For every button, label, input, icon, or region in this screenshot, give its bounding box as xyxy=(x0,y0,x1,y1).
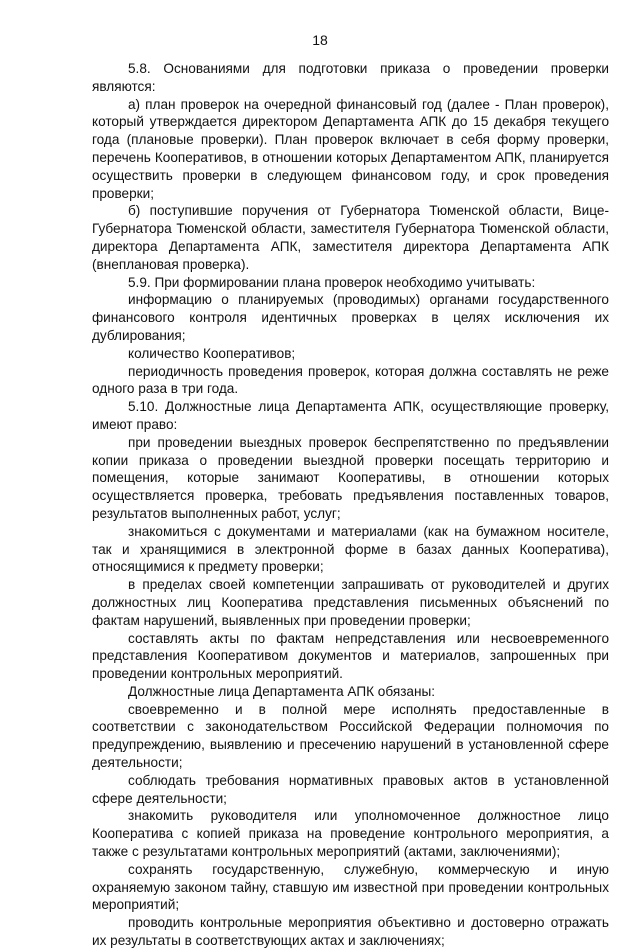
paragraph-5-9-item-1: информацию о планируемых (проводимых) органами государственного финансового контроля идентичных проверках в целях исключения их дублирования; xyxy=(92,292,609,343)
paragraph-5-10: 5.10. Должностные лица Департамента АПК, осуществляющие проверку, имеют право: xyxy=(92,399,609,432)
paragraph-5-10-right-1: при проведении выездных проверок беспрепятственно по предъявлении копии приказа о проведении выездной проверки посещать территорию и помещения, которые занимают Кооперативы, в отношении которых осуществляется проверка, требовать предъявления поставленных товаров, результатов выполненных работ, услуг; xyxy=(92,434,609,521)
paragraph-duty-1: своевременно и в полной мере исполнять предоставленные в соответствии с законодательством Российской Федерации полномочия по предупреждению, выявлению и пресечению нарушений в установленной сфере деятельности; xyxy=(92,701,609,771)
paragraph-5-10-right-4: составлять акты по фактам непредставления или несвоевременного представления Кооперативом документов и материалов, запрошенных при проведении контрольных мероприятий. xyxy=(92,630,609,682)
paragraph-duties-heading: Должностные лица Департамента АПК обязаны: xyxy=(128,683,436,699)
paragraph-5-10-right-3: в пределах своей компетенции запрашивать от руководителей и других должностных лиц Кооператива представления письменных объяснений по фактам нарушений, выявленных при проведении проверки; xyxy=(92,577,609,628)
paragraph-5-9-item-3: периодичность проведения проверок, которая должна составлять не реже одного раза в три года. xyxy=(92,363,609,397)
paragraph-5-9-item-2: количество Кооперативов; xyxy=(128,345,296,361)
paragraph-5-10-right-2: знакомиться с документами и материалами (как на бумажном носителе, так и хранящимися в электронной форме в базах данных Кооператива), относящимися к предмету проверки; xyxy=(92,523,609,575)
paragraph-5-8-a: а) план проверок на очередной финансовый год (далее - План проверок), который утверждается директором Департамента АПК до 15 декабря текущего года (плановые проверки). План проверок включает в себя форму проверки, перечень Кооперативов, в отношении которых Департаментом АПК, планируется осуществить проверки в следующем финансовом году, и срок проведения проверки; xyxy=(92,96,609,201)
paragraph-5-8-b: б) поступившие поручения от Губернатора Тюменской области, Вице-Губернатора Тюменской области, заместителя Губернатора Тюменской области, директора Департамента АПК, заместителя директора Департамента АПК (внеплановая проверка). xyxy=(92,203,609,272)
page-number: 18 xyxy=(312,32,328,48)
paragraph-duty-5: проводить контрольные мероприятия объективно и достоверно отражать их результаты в соответствующих актах и заключениях; xyxy=(92,915,609,949)
paragraph-duty-4: сохранять государственную, служебную, коммерческую и иную охраняемую законом тайну, ставшую им известной при проведении контрольных мероприятий; xyxy=(92,861,609,913)
paragraph-5-8: 5.8. Основаниями для подготовки приказа о проведении проверки являются: xyxy=(92,61,609,94)
paragraph-duty-2: соблюдать требования нормативных правовых актов в установленной сфере деятельности; xyxy=(92,772,609,806)
document-body xyxy=(92,60,609,950)
paragraph-duty-3: знакомить руководителя или уполномоченное должностное лицо Кооператива с копией приказа на проведение контрольного мероприятия, а также с результатами контрольных мероприятий (актами, заключениями); xyxy=(92,808,609,860)
paragraph-5-9: 5.9. При формировании плана проверок необходимо учитывать: xyxy=(128,274,536,290)
